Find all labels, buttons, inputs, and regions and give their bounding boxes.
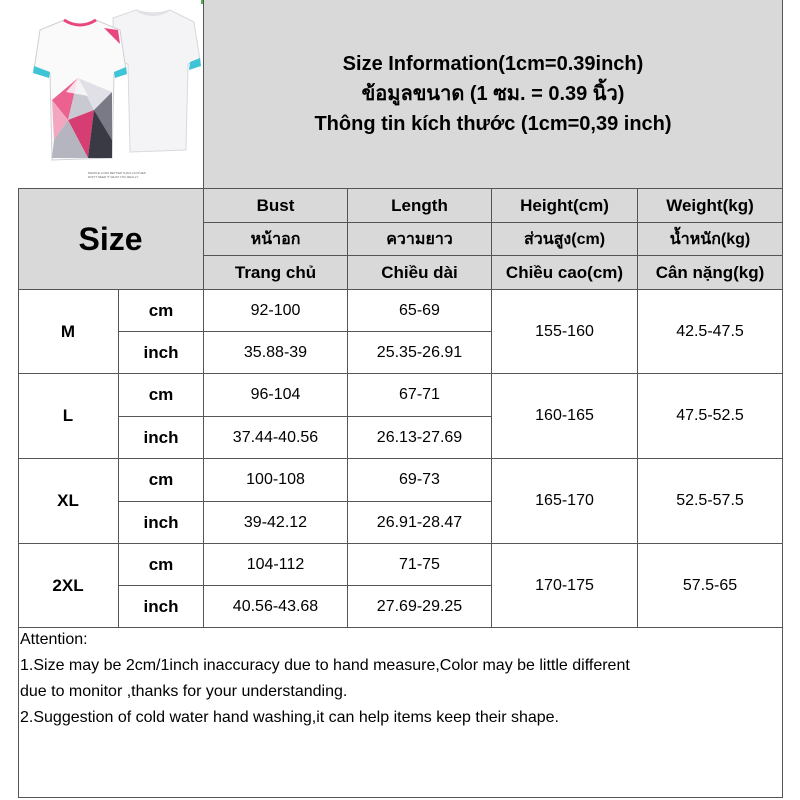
size-label-m: M <box>60 321 76 341</box>
height-value: 170-175 <box>535 576 594 594</box>
unit-label: cm <box>148 300 174 320</box>
col-header-height-th: ส่วนสูง(cm) <box>523 231 606 248</box>
size-label-l: L <box>62 406 74 425</box>
height-value: 165-170 <box>535 492 594 509</box>
grid-line <box>118 289 119 628</box>
product-photo <box>18 0 203 188</box>
grid-line <box>203 0 204 628</box>
grid-line <box>18 373 783 374</box>
length-value: 67-71 <box>399 386 440 403</box>
height-value: 155-160 <box>535 322 594 340</box>
unit-label: inch <box>143 427 179 447</box>
grid-line <box>119 416 492 417</box>
col-header-weight-th: น้ำหนัก(kg) <box>669 231 751 248</box>
height-value: 160-165 <box>535 407 594 424</box>
grid-line <box>204 255 783 256</box>
length-value: 65-69 <box>399 301 440 319</box>
unit-label: cm <box>148 385 174 404</box>
grid-line <box>18 188 19 798</box>
grid-line <box>18 543 783 544</box>
tshirt-photo-icon <box>18 0 203 188</box>
col-header-length-th: ความยาว <box>386 231 453 248</box>
grid-line <box>18 458 783 459</box>
bust-value: 96-104 <box>250 386 301 403</box>
col-header-bust-th: หน้าอก <box>250 231 301 248</box>
col-header-weight-vi: Cân nặng(kg) <box>655 262 765 282</box>
weight-value: 47.5-52.5 <box>676 407 744 424</box>
grid-line <box>491 188 492 628</box>
length-value: 26.13-27.69 <box>376 428 463 446</box>
grid-line <box>18 188 783 189</box>
grid-line <box>119 585 492 586</box>
notes-line: due to monitor ,thanks for your understanding. <box>20 683 348 700</box>
notes-line: 2.Suggestion of cold water hand washing,it can help items keep their shape. <box>20 709 559 726</box>
title-th: ข้อมูลขนาด (1 ซม. = 0.39 นิ้ว) <box>361 83 625 105</box>
grid-line <box>18 627 783 628</box>
weight-value: 57.5-65 <box>682 576 738 594</box>
length-value: 26.91-28.47 <box>376 513 463 531</box>
length-value: 71-75 <box>399 555 440 573</box>
col-header-length-en: Length <box>391 196 448 215</box>
length-value: 27.69-29.25 <box>376 597 463 615</box>
photo-caption-line: PEOPLE LOOK BETTER THAN CLOTHES <box>88 171 146 175</box>
title-en: Size Information(1cm=0.39inch) <box>342 53 644 75</box>
bust-value: 39-42.12 <box>243 513 308 531</box>
unit-label: inch <box>143 512 179 532</box>
bust-value: 40.56-43.68 <box>232 597 319 615</box>
grid-line <box>347 188 348 628</box>
col-header-height-en: Height(cm) <box>520 196 609 215</box>
unit-label: inch <box>143 342 179 362</box>
col-header-weight-en: Weight(kg) <box>666 196 754 215</box>
unit-label: cm <box>148 554 174 574</box>
size-header <box>18 189 203 289</box>
weight-value: 42.5-47.5 <box>676 322 744 340</box>
bust-value: 92-100 <box>250 301 301 319</box>
bust-value: 35.88-39 <box>243 343 308 361</box>
grid-line <box>782 0 783 798</box>
length-value: 69-73 <box>399 471 440 488</box>
col-header-height-vi: Chiều cao(cm) <box>505 262 624 282</box>
size-label-2xl: 2XL <box>52 575 84 595</box>
unit-label: cm <box>148 470 174 489</box>
notes-heading: Attention: <box>20 631 88 648</box>
grid-line <box>119 501 492 502</box>
notes-line: 1.Size may be 2cm/1inch inaccuracy due to hand measure,Color may be little different <box>20 657 630 674</box>
col-header-length-vi: Chiều dài <box>381 262 458 282</box>
grid-line <box>18 289 783 290</box>
size-label-xl: XL <box>57 491 79 510</box>
length-value: 25.35-26.91 <box>376 343 463 361</box>
bust-value: 104-112 <box>246 555 305 573</box>
grid-line <box>637 188 638 628</box>
size-header-label: Size <box>78 220 143 257</box>
grid-line <box>18 797 783 798</box>
photo-caption-line: DON'T NEED IT WHAT YOU REALLY <box>88 175 139 179</box>
col-header-bust-vi: Trang chủ <box>234 262 317 282</box>
title-vi: Thông tin kích thước (1cm=0,39 inch) <box>314 113 672 135</box>
header-title-box <box>204 0 782 188</box>
bust-value: 100-108 <box>246 471 305 488</box>
bust-value: 37.44-40.56 <box>232 428 319 446</box>
weight-value: 52.5-57.5 <box>676 492 744 509</box>
photo-caption <box>88 171 178 179</box>
col-header-bust-en: Bust <box>256 196 295 215</box>
grid-line <box>204 222 783 223</box>
unit-label: inch <box>143 596 179 616</box>
grid-line <box>119 331 492 332</box>
